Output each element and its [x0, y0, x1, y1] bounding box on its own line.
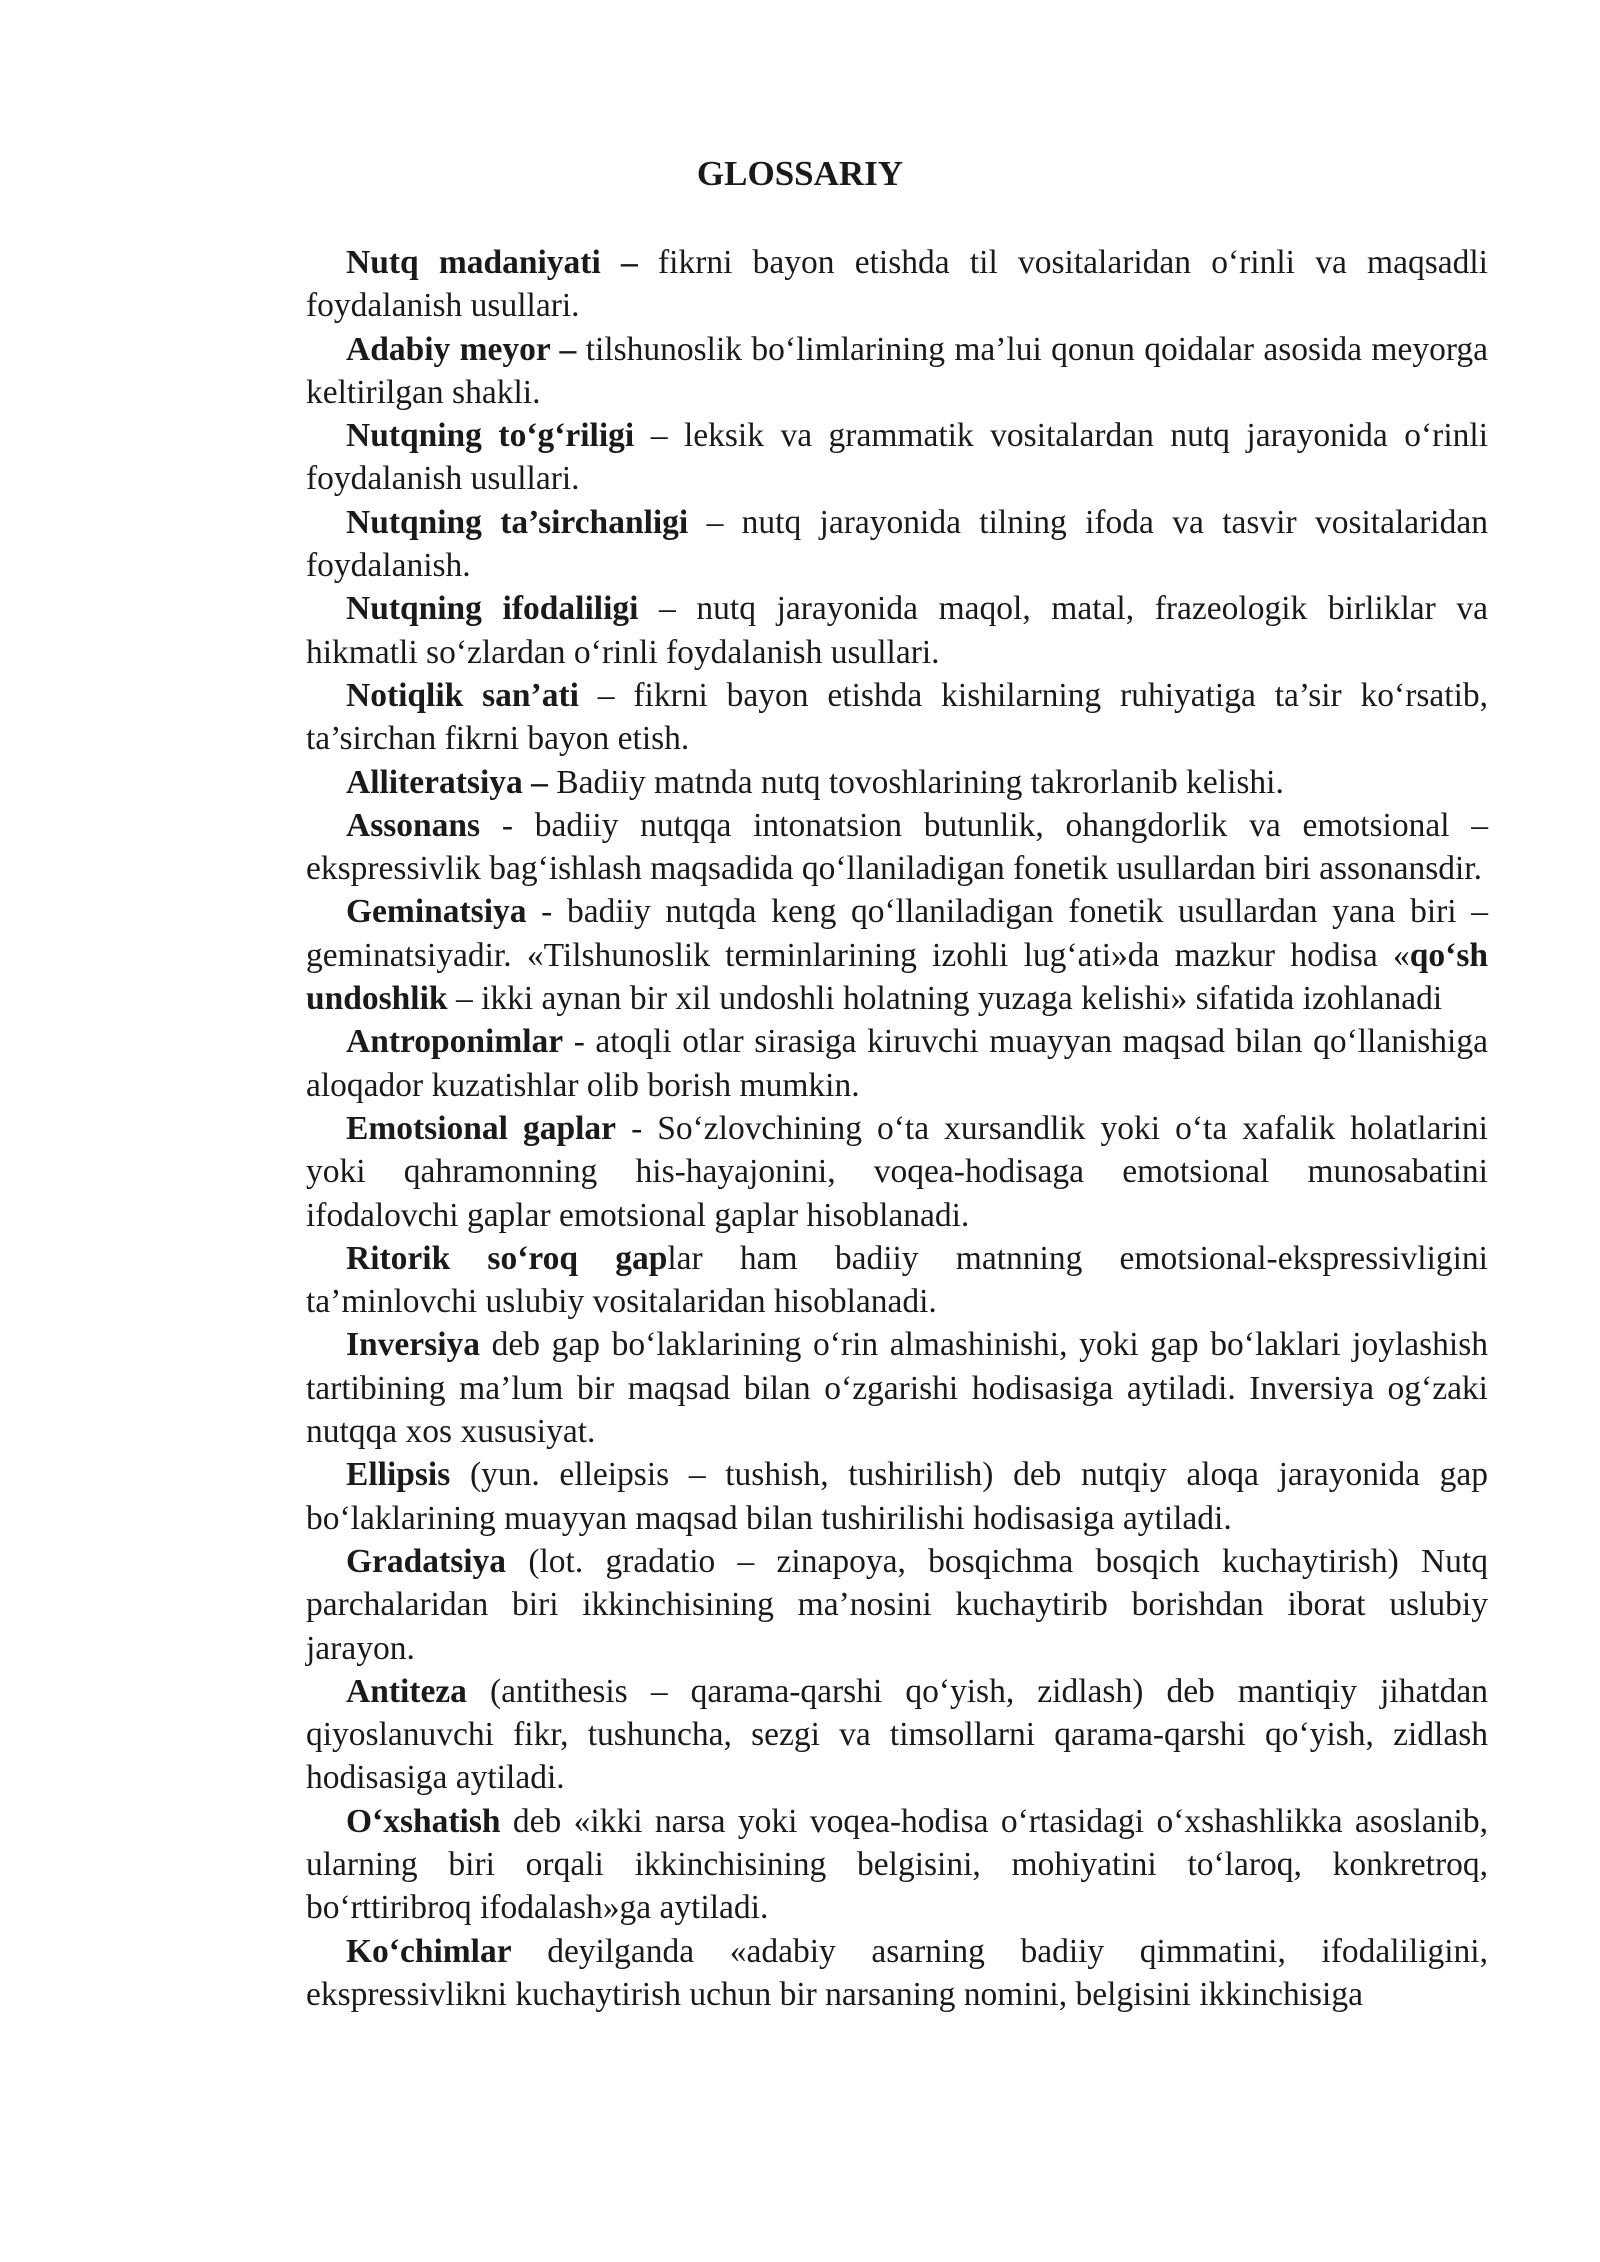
glossary-term: O‘xshatish — [346, 1802, 501, 1840]
glossary-entry — [306, 328, 1488, 415]
glossary-entry — [306, 890, 1488, 1020]
glossary-term: Antroponimlar — [346, 1023, 564, 1061]
glossary-definition: Badiiy matnda nutq tovoshlarining takrorlanib kelishi. — [556, 763, 1284, 801]
glossary-definition: (antithesis – qarama-qarshi qo‘yish, zidlash) deb mantiqiy jihatdan qiyoslanuvchi fikr, tushuncha, sezgi va timsollarni qarama-qarshi qo‘yish, zidlash hodisasiga aytiladi. — [306, 1672, 1488, 1797]
glossary-entry — [306, 1020, 1488, 1107]
glossary-entry — [306, 761, 1488, 804]
glossary-definition: deyilganda «adabiy asarning badiiy qimmatini, ifodaliligini, ekspressivlikni kuchaytirish uchun bir narsaning nomini, belgisini ikkinchisiga — [306, 1932, 1488, 2013]
glossary-term: Geminatsiya — [346, 893, 527, 931]
page-title: GLOSSARIY — [696, 154, 904, 193]
glossary-entry — [306, 674, 1488, 761]
glossary-term: Adabiy meyor – — [346, 330, 586, 368]
glossary-term: Ritorik so‘roq gap — [346, 1239, 668, 1277]
glossary-term: Nutqning ta’sirchanligi — [346, 503, 689, 541]
glossary-term: Notiqlik san’ati — [346, 676, 579, 714]
glossary-definition: - So‘zlovchining o‘ta xursandlik yoki o‘ta xafalik holatlarini yoki qahramonning his-hayajonini, voqea-hodisaga emotsional munosabatini ifodalovchi gaplar emotsional gaplar hisoblanadi. — [306, 1109, 1488, 1234]
glossary-entry — [306, 587, 1488, 674]
glossary-definition: – nutq jarayonida tilning ifoda va tasvir vositalaridan foydalanish. — [306, 503, 1488, 585]
glossary-term: Nutqning ifodaliligi — [346, 590, 639, 628]
glossary-term: qo‘sh undoshlik — [306, 936, 1488, 1018]
glossary-entry — [306, 1930, 1488, 2017]
glossary-definition: - badiiy nutqqa intonatsion butunlik, ohangdorlik va emotsional – ekspressivlik bag‘ishlash maqsadida qo‘llaniladigan fonetik usullardan biri assonansdir. — [306, 806, 1488, 888]
glossary-definition: deb «ikki narsa yoki voqea-hodisa o‘rtasidagi o‘xshashlikka asoslanib, ularning biri orqali ikkinchisining belgisini, mohiyatini to‘laroq, konkretroq, bo‘rttiribroq ifodalash»ga aytiladi. — [306, 1802, 1488, 1927]
glossary-entry — [306, 501, 1488, 588]
glossary-definition: tilshunoslik bo‘limlarining ma’lui qonun qoidalar asosida meyorga keltirilgan shakli. — [306, 330, 1488, 411]
glossary-term: Antiteza — [346, 1672, 467, 1710]
glossary-term: Ko‘chimlar — [346, 1932, 512, 1970]
glossary-definition: – ikki aynan bir xil undoshli holatning yuzaga kelishi» sifatida izohlanadi — [447, 980, 1443, 1018]
glossary-term: Assonans — [346, 806, 481, 844]
glossary-definition: fikrni bayon etishda til vositalaridan o‘rinli va maqsadli foydalanish usullari. — [306, 244, 1488, 325]
glossary-definition: – nutq jarayonida maqol, matal, frazeologik birliklar va hikmatli so‘zlardan o‘rinli foydalanish usullari. — [306, 590, 1489, 671]
glossary-definition: – fikrni bayon etishda kishilarning ruhiyatiga ta’sir ko‘rsatib, ta’sirchan fikrni bayon etish. — [306, 676, 1489, 758]
glossary-entry — [306, 804, 1488, 891]
glossary-term: Nutq madaniyati – — [346, 244, 658, 281]
glossary-term: Ellipsis — [346, 1456, 451, 1494]
glossary-term: Gradatsiya — [346, 1542, 507, 1580]
glossary-term: Alliteratsiya – — [346, 763, 557, 801]
glossary-entry — [306, 241, 1488, 328]
glossary-definition: (lot. gradatio – zinapoya, bosqichma bosqich kuchaytirish) Nutq parchalaridan biri ikkinchisining ma’nosini kuchaytirib borishdan iborat uslubiy jarayon. — [306, 1542, 1488, 1667]
glossary-entry — [306, 414, 1488, 501]
glossary-list — [306, 241, 1488, 2016]
glossary-entry — [306, 1453, 1488, 1540]
glossary-definition: lar ham badiiy matnning emotsional-ekspressivligini ta’minlovchi uslubiy vositalaridan hisoblanadi. — [306, 1239, 1488, 1321]
glossary-entry — [306, 1540, 1488, 1670]
glossary-definition: (yun. elleipsis – tushish, tushirilish) deb nutqiy aloqa jarayonida gap bo‘laklarining muayyan maqsad bilan tushirilishi hodisasiga aytiladi. — [306, 1456, 1488, 1537]
glossary-entry — [306, 1800, 1488, 1930]
glossary-definition: – leksik va grammatik vositalardan nutq jarayonida o‘rinli foydalanish usullari. — [306, 417, 1488, 498]
glossary-entry — [306, 1670, 1488, 1800]
glossary-entry — [306, 1237, 1488, 1324]
glossary-definition: - atoqli otlar sirasiga kiruvchi muayyan maqsad bilan qo‘llanishiga aloqador kuzatishlar olib borish mumkin. — [306, 1023, 1488, 1104]
glossary-entry — [306, 1323, 1488, 1453]
glossary-term: Inversiya — [346, 1326, 480, 1364]
glossary-term: Nutqning to‘g‘riligi — [346, 417, 635, 455]
glossary-definition: deb gap bo‘laklarining o‘rin almashinishi, yoki gap bo‘laklari joylashish tartibining ma’lum bir maqsad bilan o‘zgarishi hodisasiga aytiladi. Inversiya og‘zaki nutqqa xos xususiyat. — [306, 1326, 1488, 1451]
glossary-entry — [306, 1107, 1488, 1237]
glossary-term: Emotsional gaplar — [346, 1109, 617, 1147]
glossary-definition: - badiiy nutqda keng qo‘llaniladigan fonetik usullardan yana biri – geminatsiyadir. «Tilshunoslik terminlarining izohli lug‘ati»da mazkur hodisa « — [306, 893, 1488, 974]
